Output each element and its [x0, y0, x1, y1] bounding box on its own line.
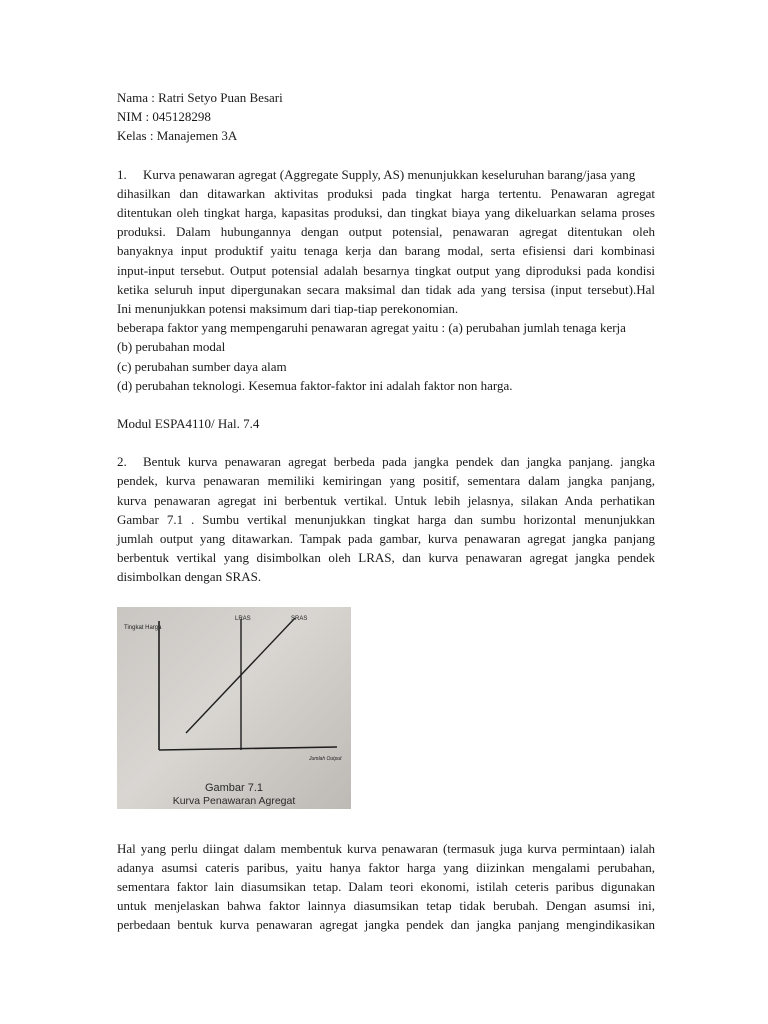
paragraph-line: dihasilkan dan ditawarkan aktivitas produksi pada tingkat harga tertentu. Penawaran agregat	[117, 185, 655, 201]
figure-caption-title: Gambar 7.1	[204, 781, 264, 794]
paragraph-line: kurva penawaran agregat ini berbentuk vertikal. Untuk lebih jelasnya, silakan Anda perhatikan	[117, 492, 655, 508]
paragraph-line: jumlah output yang ditawarkan. Tampak pada gambar, kurva penawaran agregat jangka panjang	[117, 531, 655, 547]
spacer	[117, 146, 655, 165]
student-class: Kelas : Manajemen 3A	[117, 128, 238, 144]
answer-2-first-line	[117, 452, 655, 471]
sras-label: SRAS	[291, 615, 308, 622]
paragraph-line: ditentukan oleh tingkat harga, kapasitas produksi, dan tingkat biaya yang dikeluarkan selama proses	[117, 205, 655, 221]
lras-label: LRAS	[235, 615, 251, 622]
student-nim: NIM : 045128298	[117, 109, 211, 125]
paragraph-line: untuk menjelaskan bahwa faktor lainnya diasumsikan tetap tidak berubah. Dengan asumsi ini,	[117, 898, 655, 914]
answer-1-first-line	[117, 165, 655, 184]
module-reference: Modul ESPA4110/ Hal. 7.4	[117, 416, 260, 432]
answer-2-number: 2.	[117, 454, 127, 470]
paragraph-line: ketika seluruh input dipergunakan secara maksimal dan tidak ada yang tersisa (input tersebut).Hal	[117, 281, 655, 297]
student-header	[117, 88, 655, 146]
paragraph-line: sementara faktor lain diasumsikan tetap. Dalam teori ekonomi, istilah ceteris paribus digunakan	[117, 879, 655, 895]
student-name: Nama : Ratri Setyo Puan Besari	[117, 90, 283, 105]
paragraph-line: beberapa faktor yang mempengaruhi penawaran agregat yaitu : (a) perubahan jumlah tenaga kerja	[117, 320, 626, 336]
document-body	[117, 88, 655, 935]
paragraph-line: berbentuk vertikal yang disimbolkan oleh LRAS, dan kurva penawaran agregat jangka pendek	[117, 550, 655, 566]
figure-caption-subtitle: Kurva Penawaran Agregat	[172, 794, 296, 807]
paragraph-line: banyaknya input produktif yaitu tenaga kerja dan barang modal, serta efisiensi dari kombinasi	[117, 243, 655, 259]
paragraph-line: input-input tersebut. Output potensial adalah besarnya tingkat output yang diproduksi pada kondisi	[117, 262, 655, 278]
paragraph-line: disimbolkan dengan SRAS.	[117, 569, 262, 585]
aggregate-supply-figure	[117, 607, 351, 809]
spacer	[117, 433, 655, 452]
paragraph-line: Ini menunjukkan potensi maksimum dari tiap-tiap perekonomian.	[117, 301, 459, 317]
paragraph-line: Gambar 7.1 . Sumbu vertikal menunjukkan tingkat harga dan sumbu horizontal menunjukkan	[117, 511, 655, 527]
paragraph-line: (c) perubahan sumber daya alam	[117, 358, 287, 374]
paragraph-line: Hal yang perlu diingat dalam membentuk kurva penawaran (termasuk juga kurva permintaan) ialah	[117, 840, 655, 856]
x-axis-label: Jumlah Output	[309, 755, 342, 762]
paragraph-line: (b) perubahan modal	[117, 339, 226, 355]
paragraph-line: perbedaan bentuk kurva penawaran agregat jangka pendek dan jangka panjang mengindikasikan	[117, 917, 655, 933]
paragraph-line: (d) perubahan teknologi. Kesemua faktor-faktor ini adalah faktor non harga.	[117, 377, 513, 393]
paragraph-line: adanya asumsi cateris paribus, yaitu hanya faktor harga yang diizinkan mengalami perubahan,	[117, 859, 655, 875]
answer-1	[117, 165, 655, 395]
paragraph-line: pendek, kurva penawaran memiliki kemiringan yang positif, sementara dalam jangka panjang,	[117, 473, 655, 489]
paragraph-line: Kurva penawaran agregat (Aggregate Supply, AS) menunjukkan keseluruhan barang/jasa yang	[143, 166, 636, 182]
answer-1-number: 1.	[117, 166, 127, 182]
y-axis-label: Tingkat Harga	[124, 624, 162, 631]
closing-paragraph	[117, 839, 655, 935]
answer-2	[117, 452, 655, 586]
spacer	[117, 395, 655, 414]
paragraph-line: produksi. Dalam hubungannya dengan output potensial, penawaran agregat ditentukan oleh	[117, 224, 655, 240]
paragraph-line: Bentuk kurva penawaran agregat berbeda pada jangka pendek dan jangka panjang. jangka	[143, 454, 655, 470]
